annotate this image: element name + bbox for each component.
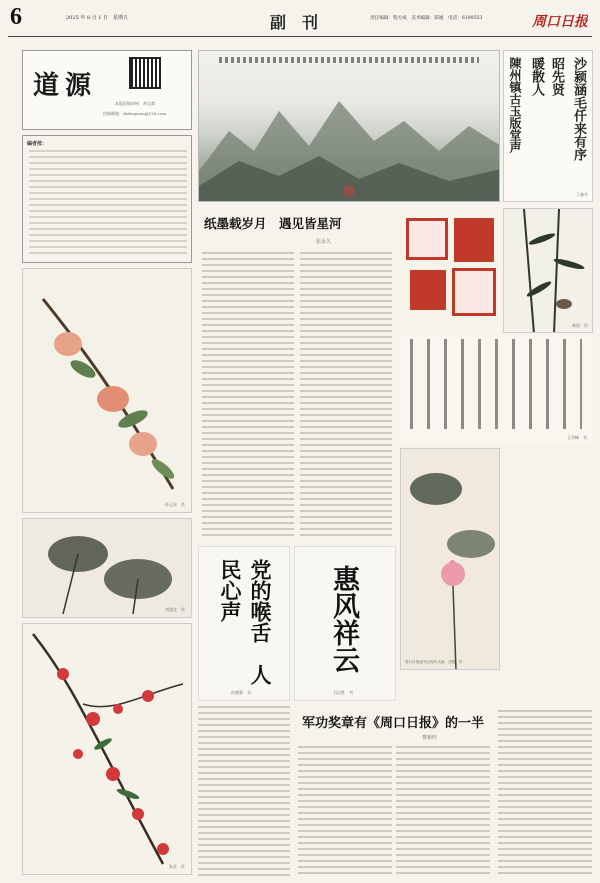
calligraphy-right-caption-mid: 石启胜 书 bbox=[333, 690, 353, 695]
cursive-calligraphy bbox=[400, 335, 593, 445]
landscape-painting bbox=[198, 50, 500, 202]
column-logo-box bbox=[22, 50, 192, 130]
editor-note-heading: 编者按： bbox=[27, 141, 48, 147]
masthead-logo: 周口日报 bbox=[532, 14, 588, 30]
lotus-leaf-icon bbox=[23, 519, 192, 618]
peach-branch-icon bbox=[23, 269, 192, 513]
intro-text-block bbox=[198, 706, 290, 876]
lotus-painting-right bbox=[400, 448, 500, 670]
editor-note-box bbox=[22, 135, 192, 263]
plum-caption: 朱苏 作 bbox=[169, 864, 185, 869]
calligraphy-signature: 丁森书 bbox=[576, 192, 588, 197]
lotus-flower-icon bbox=[401, 449, 500, 670]
seal-2 bbox=[454, 218, 494, 262]
editor-info: 责任编辑：程方成 美术编辑：陈娅 电话：6199553 bbox=[370, 16, 483, 21]
main-article-body-col-2 bbox=[300, 252, 392, 537]
calligraphy-couplet bbox=[503, 50, 593, 202]
landscape-caption: 吴健 作 bbox=[477, 191, 493, 196]
plum-blossom-icon bbox=[23, 624, 192, 875]
main-article-body-col-1 bbox=[202, 252, 294, 537]
main-article-title: 纸墨载岁月 遇见皆星河 bbox=[204, 216, 342, 231]
calligraphy-col-1: 沙颍涵毛仟来有序 bbox=[571, 57, 586, 161]
calligraphy-right-work bbox=[294, 546, 396, 701]
second-article bbox=[294, 706, 593, 876]
qr-code-icon bbox=[129, 57, 161, 89]
editor-note-text-block bbox=[29, 150, 187, 258]
second-article-title: 军功奖章有《周口日报》的一半 bbox=[302, 716, 485, 731]
bird-caption: 林原 作 bbox=[572, 323, 588, 328]
second-article-body-col-1 bbox=[298, 746, 392, 874]
seal-4 bbox=[452, 268, 496, 316]
section-title: 副 刊 bbox=[270, 13, 319, 32]
calligraphy-col-2: 昭先贤 bbox=[549, 57, 564, 96]
plum-blossom-painting bbox=[22, 623, 192, 875]
calligraphy-left-caption: 孙德强 书 bbox=[231, 690, 251, 695]
cursive-calligraphy-strokes bbox=[410, 339, 582, 429]
main-article bbox=[198, 208, 396, 543]
lotus-painting-left bbox=[22, 518, 192, 618]
calligraphy-right-caption: 王学峰 书 bbox=[567, 435, 587, 440]
second-article-body-col-2 bbox=[396, 746, 490, 874]
bamboo-icon bbox=[504, 209, 593, 333]
calligraphy-col-4: 陳州镇古玉版堂声 bbox=[508, 57, 522, 153]
calligraphy-right-text: 惠风祥云 bbox=[328, 565, 359, 673]
column-email: 投稿邮箱：zkdaoyuan@126.com bbox=[103, 111, 167, 116]
second-article-author: 曹新旺 bbox=[422, 735, 438, 741]
page-header bbox=[0, 0, 600, 42]
landscape-inscription bbox=[219, 57, 479, 63]
column-title: 道源 bbox=[33, 71, 98, 101]
bird-bamboo-painting bbox=[503, 208, 593, 333]
issue-date: 2025 年 8 月 1 日 星期五 bbox=[66, 15, 129, 21]
peach-painting bbox=[22, 268, 192, 513]
peach-caption: 孙玉东 作 bbox=[165, 502, 185, 507]
calligraphy-col-3: 暖散人 bbox=[529, 57, 544, 96]
main-article-author: 张永久 bbox=[316, 239, 332, 245]
column-editor: 本版征稿审核：黄文斋 bbox=[115, 101, 155, 106]
lotus-left-caption: 刘建文 作 bbox=[165, 607, 185, 612]
lotus-right-caption: 周口日报创刊五周年庆画 刘霞 作 bbox=[405, 660, 463, 664]
header-divider-line bbox=[8, 36, 592, 37]
calligraphy-left-text: 党的喉舌 人民心声 bbox=[218, 559, 273, 685]
seal-3 bbox=[410, 270, 446, 310]
second-article-body-col-3 bbox=[498, 706, 592, 874]
seal-1 bbox=[406, 218, 448, 260]
calligraphy-left-work bbox=[198, 546, 290, 701]
landscape-mountains-icon bbox=[199, 51, 500, 202]
page-number: 6 bbox=[10, 4, 22, 30]
